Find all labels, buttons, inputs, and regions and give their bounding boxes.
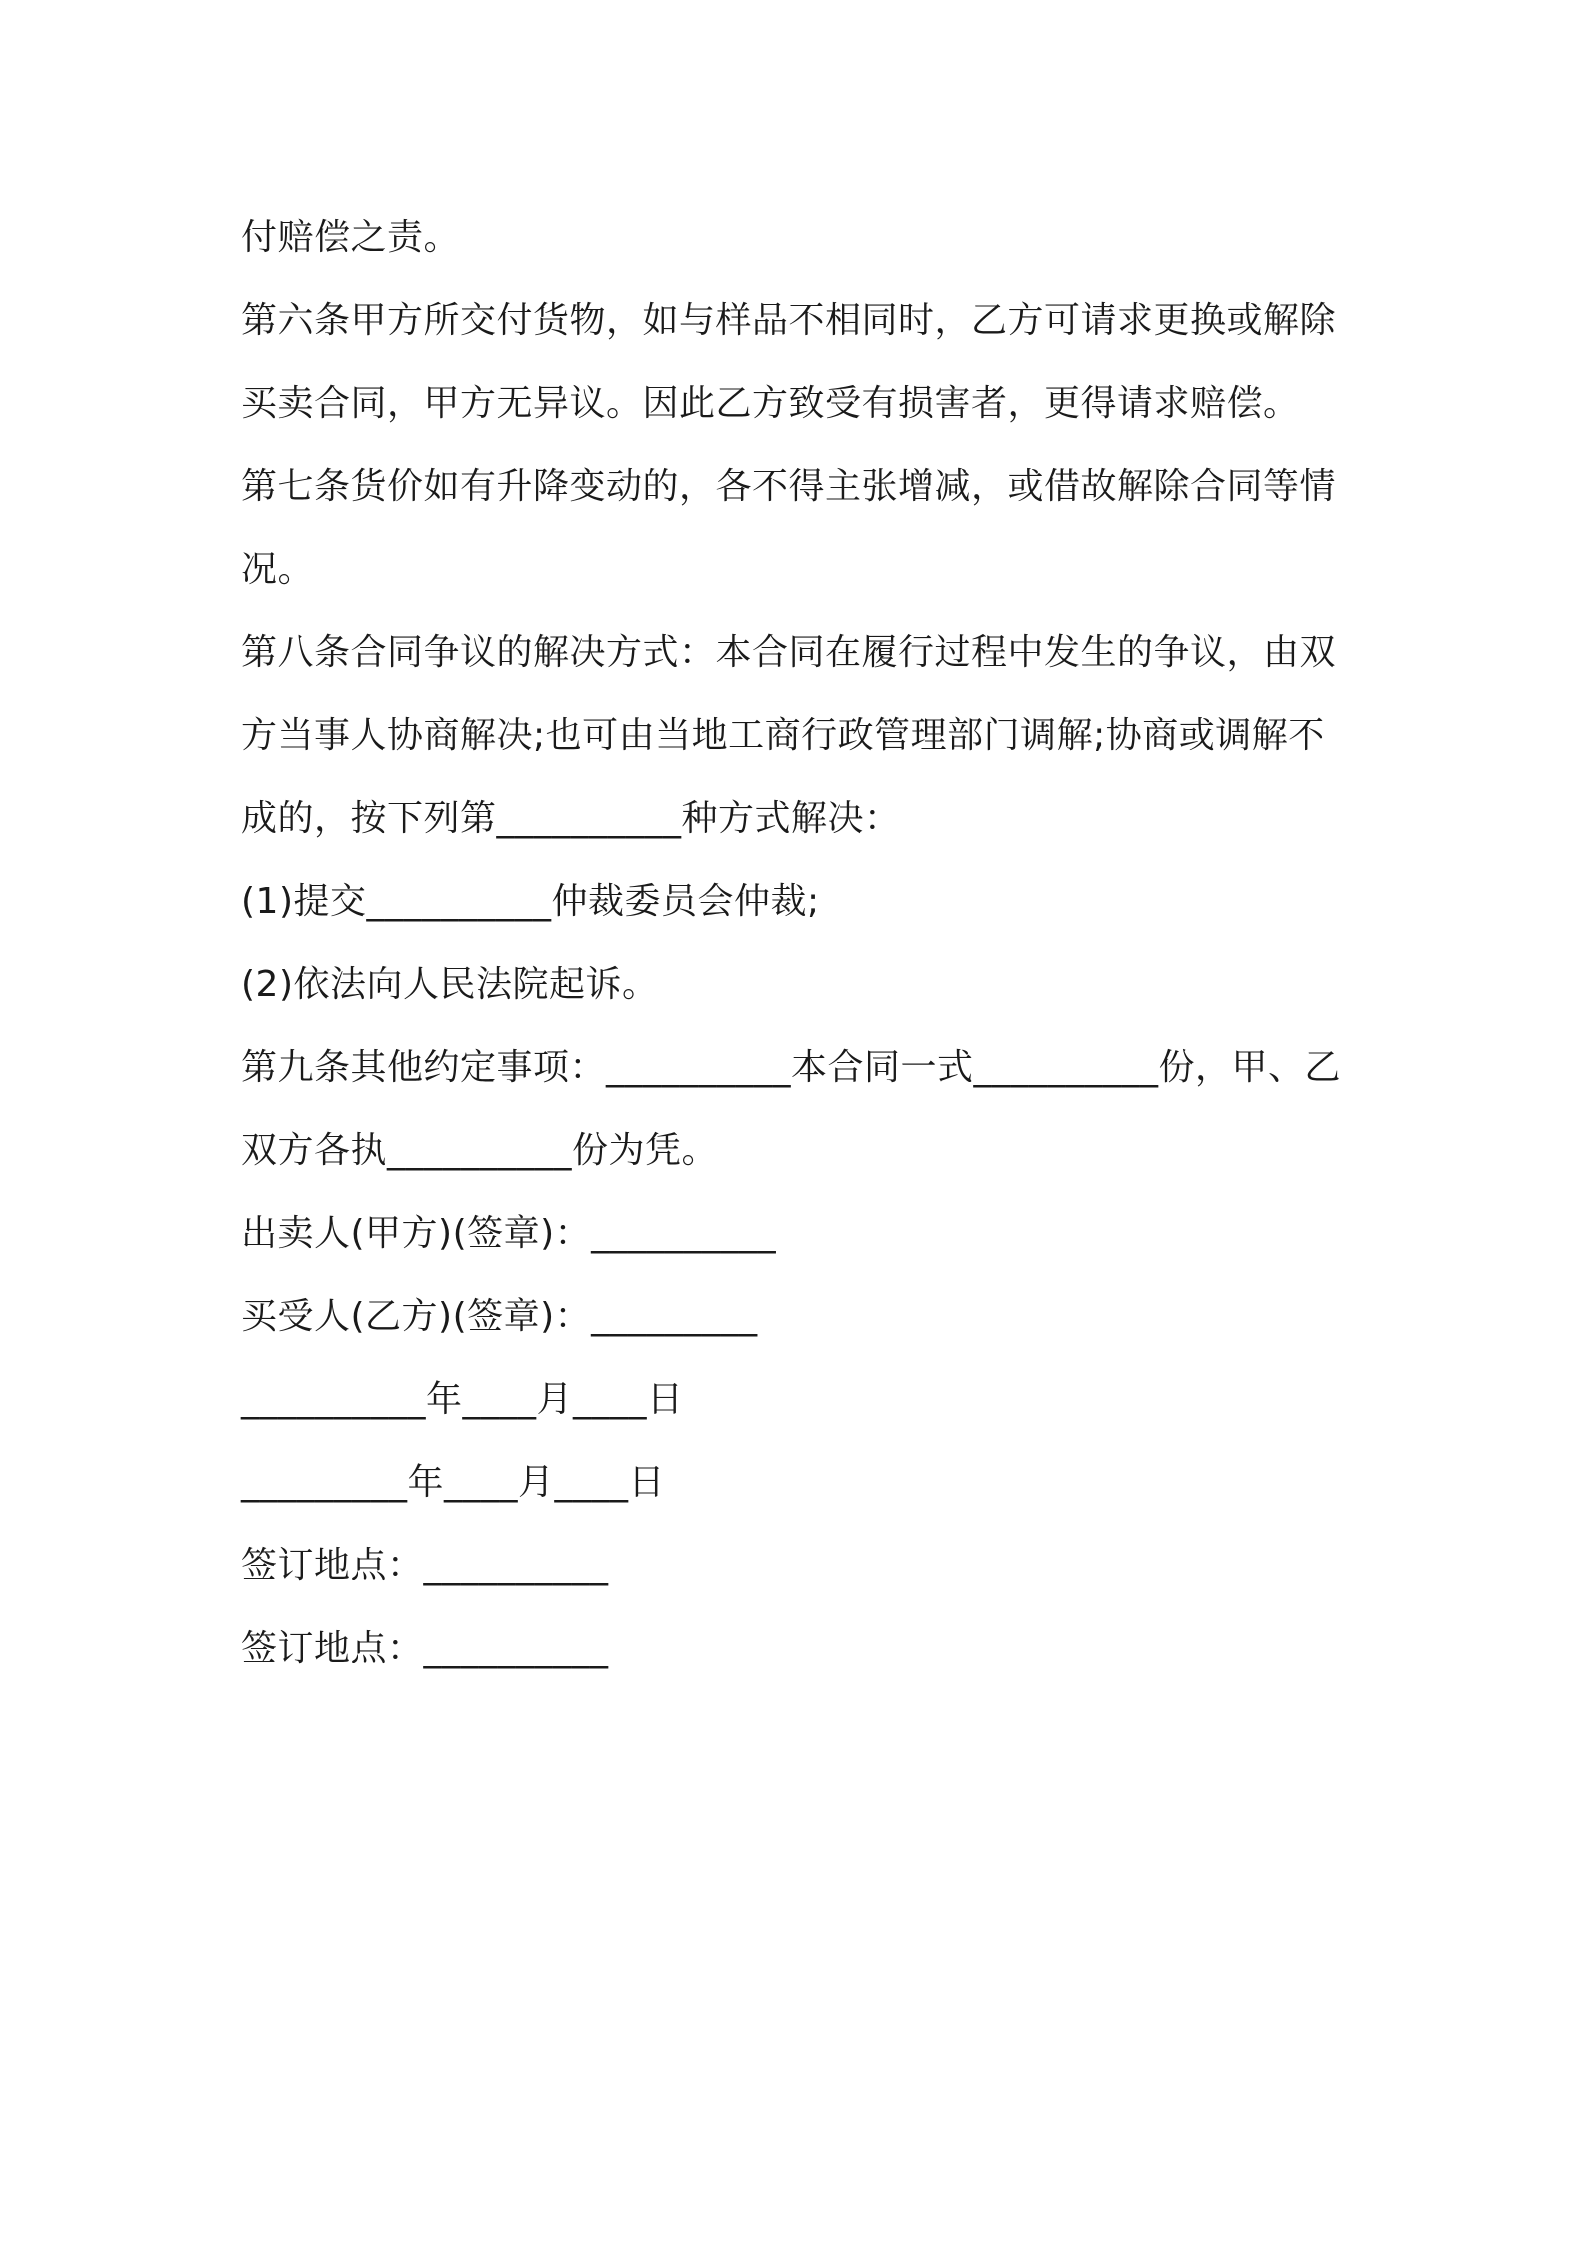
date-line-buyer: _________年____月____日 xyxy=(241,1462,665,1503)
signing-place-seller: 签订地点：__________ xyxy=(241,1545,609,1586)
text-line-article-8-cont: 方当事人协商解决;也可由当地工商行政管理部门调解;协商或调解不 xyxy=(241,715,1325,756)
text-line-option-2: (2)依法向人民法院起诉。 xyxy=(241,964,659,1005)
text-line-article-9: 第九条其他约定事项：__________本合同一式__________份，甲、乙 xyxy=(241,1047,1342,1088)
text-line-article-7: 第七条货价如有升降变动的，各不得主张增减，或借故解除合同等情 xyxy=(241,466,1337,507)
text-line-article-6-cont: 买卖合同，甲方无异议。因此乙方致受有损害者，更得请求赔偿。 xyxy=(241,383,1300,424)
signing-place-buyer: 签订地点：__________ xyxy=(241,1628,609,1669)
text-line-article-8: 第八条合同争议的解决方式：本合同在履行过程中发生的争议，由双 xyxy=(241,632,1337,673)
contract-text xyxy=(241,196,1361,1690)
date-line-seller: __________年____月____日 xyxy=(241,1379,684,1420)
signature-seller: 出卖人(甲方)(签章)：__________ xyxy=(241,1213,777,1254)
text-line-article-6: 第六条甲方所交付货物，如与样品不相同时，乙方可请求更换或解除 xyxy=(241,300,1337,341)
text-line-article-7-cont: 况。 xyxy=(241,549,315,590)
text-line-option-1: (1)提交__________仲裁委员会仲裁; xyxy=(241,881,820,922)
text-line-continuation: 付赔偿之责。 xyxy=(241,217,461,258)
signature-buyer: 买受人(乙方)(签章)：_________ xyxy=(241,1296,758,1337)
text-line-article-8-choice: 成的，按下列第__________种方式解决： xyxy=(241,798,901,839)
text-line-article-9-cont: 双方各执__________份为凭。 xyxy=(241,1130,719,1171)
